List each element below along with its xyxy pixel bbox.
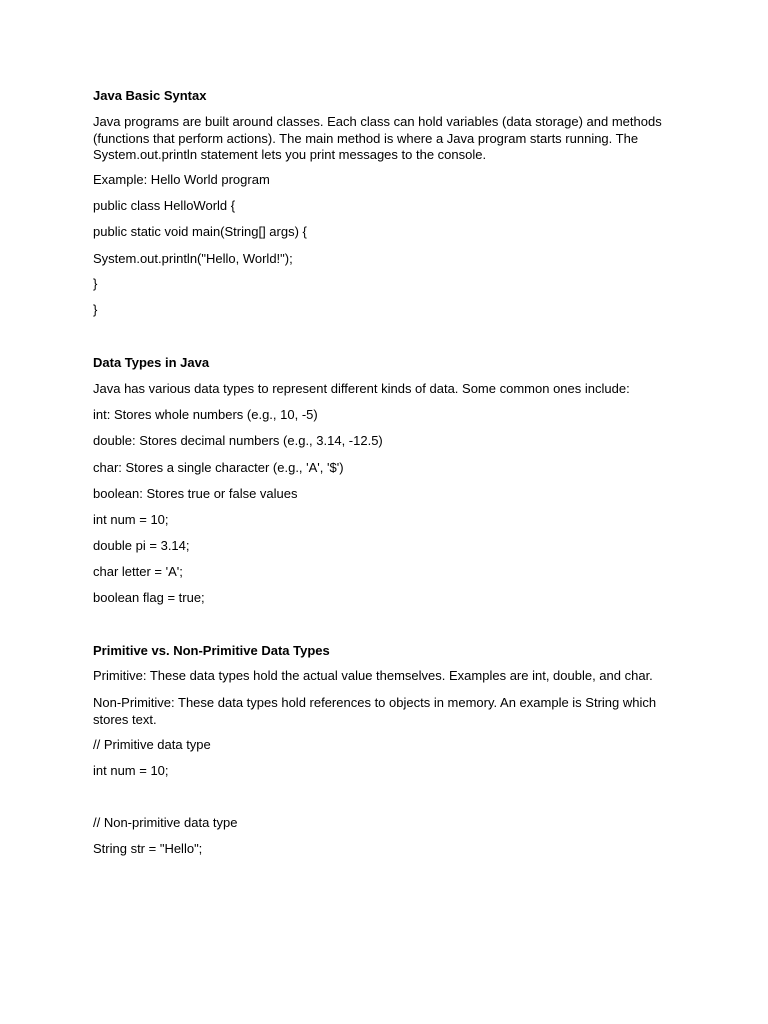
code-line: int num = 10; [93, 763, 169, 778]
data-type-item: char: Stores a single character (e.g., 'A', '$') [93, 460, 344, 475]
data-type-item: int: Stores whole numbers (e.g., 10, -5) [93, 407, 318, 422]
code-line: public static void main(String[] args) { [93, 224, 307, 239]
data-type-item: boolean: Stores true or false values [93, 486, 298, 501]
data-type-item: double: Stores decimal numbers (e.g., 3.14, -12.5) [93, 433, 383, 448]
code-line: } [93, 302, 98, 317]
code-line: public class HelloWorld { [93, 198, 236, 213]
code-line: char letter = 'A'; [93, 564, 183, 579]
code-comment: // Primitive data type [93, 737, 211, 752]
code-line: } [93, 276, 98, 291]
section-heading-data-types: Data Types in Java [93, 355, 210, 370]
code-line: String str = "Hello"; [93, 841, 203, 856]
section-intro-paragraph: Java programs are built around classes. Each class can hold variables (data storage) and methods (functions that perform actions). The main method is where a Java program starts running. The System.out.println statement lets you print messages to the console. [93, 114, 662, 162]
code-line: double pi = 3.14; [93, 538, 190, 553]
section-intro-paragraph: Java has various data types to represent different kinds of data. Some common ones include: [93, 381, 630, 396]
non-primitive-description: Non-Primitive: These data types hold references to objects in memory. An example is String which stores text. [93, 695, 657, 727]
section-heading-java-basic-syntax: Java Basic Syntax [93, 88, 207, 103]
primitive-description: Primitive: These data types hold the actual value themselves. Examples are int, double, and char. [93, 668, 653, 683]
code-comment: // Non-primitive data type [93, 815, 238, 830]
code-line: int num = 10; [93, 512, 169, 527]
example-label: Example: Hello World program [93, 172, 270, 187]
code-line: System.out.println("Hello, World!"); [93, 251, 293, 266]
section-heading-primitive-vs-non-primitive: Primitive vs. Non-Primitive Data Types [93, 643, 330, 658]
code-line: boolean flag = true; [93, 590, 205, 605]
